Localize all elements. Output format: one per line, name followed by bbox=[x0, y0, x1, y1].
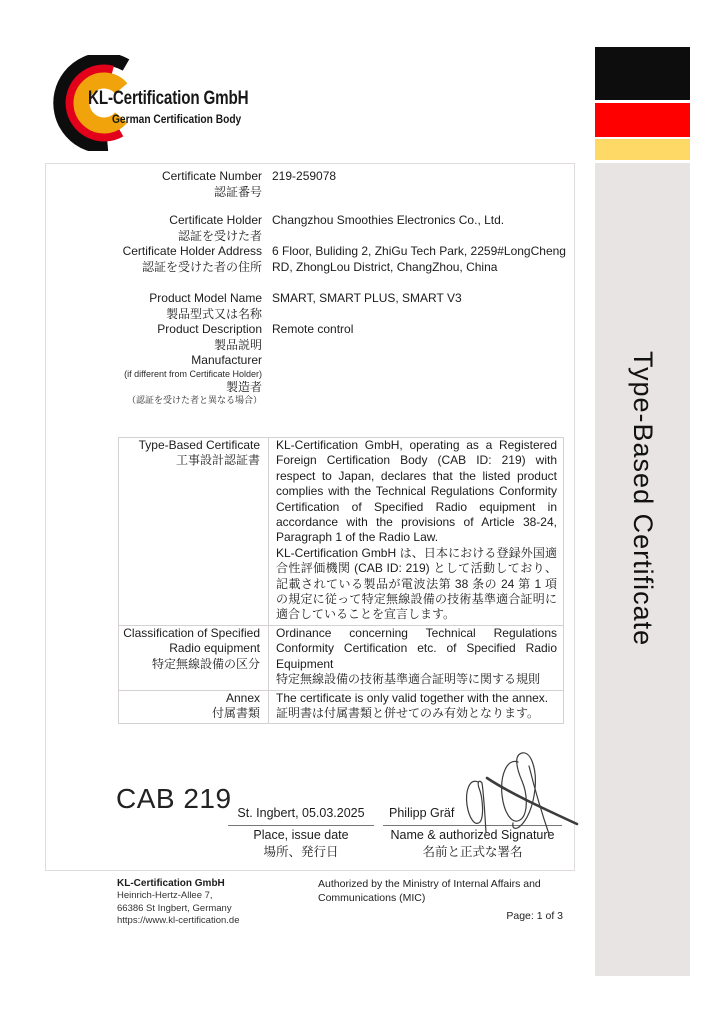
field-label-ja: 認証番号 bbox=[213, 184, 262, 199]
declaration-label-en: Type-Based Certificate bbox=[138, 438, 260, 452]
declaration-text-en: KL-Certification GmbH, operating as a Registered Foreign Certification Body (CAB ID: 219) with respect to Japan, declares that the listed product complies with the Technical Regulations Conformity Certification of Specified Radio equipment in accordance with the provisions of Article 38-24, Paragraph 1 of the Radio Law. bbox=[276, 438, 557, 545]
declaration-label-ja: 工事設計認証書 bbox=[175, 453, 260, 468]
field-label-en: Certificate Number bbox=[161, 169, 262, 183]
side-banner bbox=[595, 163, 690, 976]
declaration-text-en: Ordinance concerning Technical Regulations Conformity Certification etc. of Specified Radio Equipment bbox=[276, 625, 557, 671]
declaration-row-annex bbox=[119, 691, 563, 724]
footer-company-block bbox=[117, 877, 240, 928]
field-certificate-holder-address bbox=[46, 244, 574, 275]
declaration-table bbox=[118, 437, 564, 724]
flag-stripe-black bbox=[595, 47, 690, 100]
flag-stripe-red bbox=[595, 103, 690, 137]
field-certificate-holder bbox=[46, 213, 574, 244]
field-label-en: Product Model Name bbox=[149, 291, 262, 305]
field-product-description bbox=[46, 322, 574, 353]
footer-address-line2: 66386 St Ingbert, Germany bbox=[117, 902, 232, 914]
field-label-ja: 製品説明 bbox=[213, 337, 262, 352]
declaration-text-en: The certificate is only valid together with the annex. bbox=[276, 690, 549, 705]
german-flag bbox=[595, 47, 690, 160]
cab-id: CAB 219 bbox=[116, 783, 232, 814]
place-date-value: St. Ingbert, 05.03.2025 bbox=[228, 806, 374, 826]
declaration-text-ja: KL-Certification GmbH は、日本における登録外国適合性評価機関 (CAB ID: 219) として活動しており、記載されている製品が電波法第 38 条の 24 第 1 項の規定に従って特定無線設備の技術基準適合証明に適合していることを宣言します。 bbox=[276, 545, 557, 622]
place-date-label-ja: 場所、発行日 bbox=[263, 845, 339, 859]
page-indicator: Page: 1 of 3 bbox=[506, 910, 563, 922]
footer-website: https://www.kl-certification.de bbox=[117, 915, 240, 926]
flag-stripe-gold bbox=[595, 139, 690, 160]
declaration-text-ja: 証明書は付属書類と併せてのみ有効となります。 bbox=[276, 705, 540, 720]
declaration-label-en: Annex bbox=[225, 690, 260, 705]
footer-authorization-block bbox=[318, 877, 563, 923]
signer-label-ja: 名前と正式な署名 bbox=[422, 845, 523, 859]
declaration-label-ja: 付属書類 bbox=[211, 705, 260, 720]
footer-address-line1: Heinrich-Hertz-Allee 7, bbox=[117, 890, 213, 901]
logo-title: KL-Certification GmbH bbox=[88, 88, 249, 109]
field-label-note-en: (if different from Certificate Holder) bbox=[124, 368, 262, 379]
logo-subtitle: German Certification Body bbox=[112, 112, 242, 126]
place-date-block bbox=[228, 806, 374, 860]
declaration-label-en: Classification of Specified Radio equipment bbox=[123, 625, 260, 656]
signer-name: Philipp Gräf bbox=[383, 806, 562, 826]
field-label-en: Manufacturer bbox=[191, 353, 262, 367]
field-value bbox=[272, 353, 574, 406]
field-value: Remote control bbox=[272, 322, 354, 336]
declaration-label-ja: 特定無線設備の区分 bbox=[151, 656, 260, 671]
field-label-en: Product Description bbox=[157, 322, 262, 336]
field-value: SMART, SMART PLUS, SMART V3 bbox=[272, 291, 462, 305]
field-certificate-number bbox=[46, 169, 574, 200]
declaration-row-type-based bbox=[119, 438, 563, 626]
field-label-ja: 認証を受けた者 bbox=[177, 228, 262, 243]
side-banner-title: Type-Based Certificate bbox=[628, 351, 658, 647]
logo-text bbox=[88, 88, 289, 126]
field-label-en: Certificate Holder bbox=[169, 213, 262, 227]
place-date-label-en: Place, issue date bbox=[253, 828, 349, 842]
handwritten-signature bbox=[430, 744, 580, 844]
declaration-row-classification bbox=[119, 626, 563, 691]
signer-label-en: Name & authorized Signature bbox=[390, 828, 555, 842]
declaration-text-ja: 特定無線設備の技術基準適合証明等に関する規則 bbox=[276, 672, 541, 687]
field-label-ja: 製造者 bbox=[225, 379, 262, 394]
field-value: 219-259078 bbox=[272, 169, 337, 183]
field-manufacturer bbox=[46, 353, 574, 406]
footer-authorization: Authorized by the Ministry of Internal Affairs and Communications (MIC) bbox=[318, 878, 541, 904]
company-logo bbox=[52, 55, 312, 147]
field-label-en: Certificate Holder Address bbox=[122, 244, 262, 258]
field-product-model-name bbox=[46, 291, 574, 322]
field-value: Changzhou Smoothies Electronics Co., Ltd. bbox=[272, 213, 505, 227]
footer-company: KL-Certification GmbH bbox=[117, 878, 225, 889]
field-label-note-ja: （認証を受けた者と異なる場合） bbox=[126, 395, 262, 405]
field-label-ja: 認証を受けた者の住所 bbox=[141, 259, 262, 274]
field-label-ja: 製品型式又は名称 bbox=[165, 306, 262, 321]
field-value: 6 Floor, Buliding 2, ZhiGu Tech Park, 2259#LongCheng RD, ZhongLou District, ChangZhou, China bbox=[272, 244, 566, 274]
